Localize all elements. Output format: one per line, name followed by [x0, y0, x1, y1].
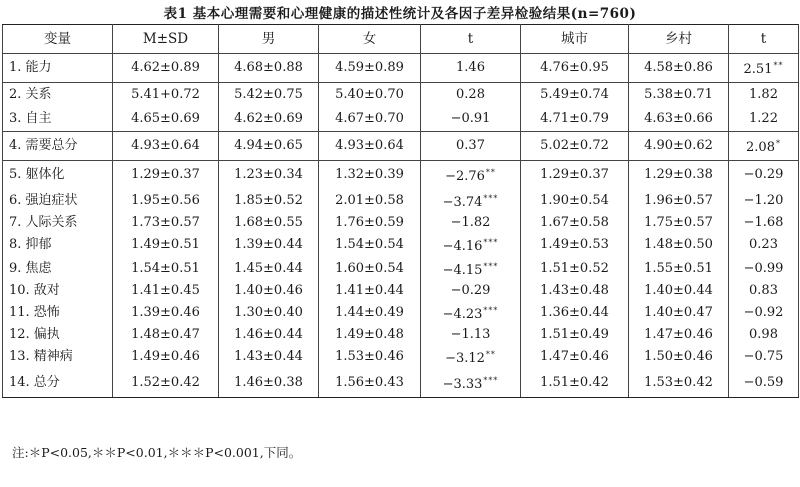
female-cell-value: 5.40±0.70: [335, 87, 404, 102]
t-gender-cell: [421, 107, 521, 132]
rural-cell-value: 4.63±0.66: [644, 111, 713, 126]
variable-cell: [3, 233, 113, 257]
female-cell: [319, 213, 421, 233]
variable-cell-value: 8. 抑郁: [9, 237, 52, 252]
table-row: [3, 83, 799, 108]
t-region-cell-value: −0.75: [743, 349, 784, 364]
t-region-cell: [729, 189, 799, 213]
t-region-cell: [729, 132, 799, 161]
variable-cell: [3, 213, 113, 233]
t-gender-cell: [421, 189, 521, 213]
rural-cell-value: 1.40±0.44: [644, 283, 713, 298]
female-cell: [319, 257, 421, 281]
t-region-cell-value: 1.82: [749, 87, 778, 102]
male-cell: [219, 301, 319, 325]
male-cell: [219, 189, 319, 213]
significance-marker: ***: [483, 238, 499, 247]
table-row: [3, 257, 799, 281]
msd-cell: [113, 325, 219, 345]
significance-marker: ***: [483, 262, 499, 271]
t-region-cell: [729, 213, 799, 233]
table-row: [3, 189, 799, 213]
city-cell: [521, 301, 629, 325]
city-cell: [521, 233, 629, 257]
rural-cell-value: 1.50±0.46: [644, 349, 713, 364]
t-region-cell: [729, 281, 799, 301]
male-cell-value: 4.68±0.88: [234, 60, 303, 75]
msd-cell-value: 1.73±0.57: [131, 215, 200, 230]
msd-cell: [113, 132, 219, 161]
variable-cell-value: 11. 恐怖: [9, 305, 60, 320]
city-cell: [521, 369, 629, 398]
variable-cell-value: 10. 敌对: [9, 283, 60, 298]
variable-cell: [3, 83, 113, 108]
header-msd: M±SD: [113, 25, 219, 54]
variable-cell: [3, 54, 113, 83]
rural-cell: [629, 257, 729, 281]
male-cell-value: 1.39±0.44: [234, 237, 303, 252]
header-t-gender: t: [421, 25, 521, 54]
rural-cell: [629, 369, 729, 398]
city-cell: [521, 54, 629, 83]
male-cell-value: 4.94±0.65: [234, 138, 303, 153]
male-cell-value: 1.68±0.55: [234, 215, 303, 230]
city-cell: [521, 189, 629, 213]
table-row: [3, 301, 799, 325]
t-gender-cell: [421, 213, 521, 233]
t-gender-cell-value: −0.29: [450, 283, 491, 298]
city-cell-value: 1.36±0.44: [540, 305, 609, 320]
t-gender-cell-value: −1.82: [450, 215, 491, 230]
t-region-cell: [729, 325, 799, 345]
rural-cell-value: 1.53±0.42: [644, 375, 713, 390]
female-cell-value: 1.49±0.48: [335, 327, 404, 342]
city-cell: [521, 257, 629, 281]
t-region-cell: [729, 54, 799, 83]
table-row: [3, 161, 799, 190]
header-t-region: t: [729, 25, 799, 54]
t-gender-cell-value: 1.46: [456, 60, 485, 75]
city-cell-value: 1.29±0.37: [540, 167, 609, 182]
msd-cell: [113, 345, 219, 369]
t-gender-cell: [421, 233, 521, 257]
rural-cell-value: 5.38±0.71: [644, 87, 713, 102]
variable-cell: [3, 189, 113, 213]
female-cell-value: 1.32±0.39: [335, 167, 404, 182]
variable-cell-value: 3. 自主: [9, 111, 52, 126]
male-cell: [219, 132, 319, 161]
header-rural: 乡村: [629, 25, 729, 54]
female-cell: [319, 161, 421, 190]
male-cell-value: 1.85±0.52: [234, 193, 303, 208]
female-cell-value: 1.60±0.54: [335, 261, 404, 276]
male-cell-value: 1.45±0.44: [234, 261, 303, 276]
city-cell: [521, 107, 629, 132]
msd-cell-value: 4.65±0.69: [131, 111, 200, 126]
city-cell-value: 1.43±0.48: [540, 283, 609, 298]
male-cell-value: 1.23±0.34: [234, 167, 303, 182]
t-gender-cell-value: −4.16: [442, 239, 483, 254]
msd-cell-value: 1.41±0.45: [131, 283, 200, 298]
msd-cell-value: 1.39±0.46: [131, 305, 200, 320]
t-gender-cell-value: −3.12: [445, 351, 485, 366]
female-cell-value: 1.53±0.46: [335, 349, 404, 364]
city-cell-value: 1.49±0.53: [540, 237, 609, 252]
footnote: 注:＊P<0.05,＊＊P<0.01,＊＊＊P<0.001,下同。: [12, 445, 302, 460]
t-gender-cell-value: −2.76: [445, 169, 485, 184]
rural-cell: [629, 189, 729, 213]
t-region-cell-value: −1.68: [743, 215, 784, 230]
msd-cell: [113, 107, 219, 132]
male-cell: [219, 54, 319, 83]
t-region-cell-value: 0.98: [749, 327, 778, 342]
rural-cell: [629, 233, 729, 257]
msd-cell: [113, 369, 219, 398]
header-male: 男: [219, 25, 319, 54]
table-row: [3, 281, 799, 301]
female-cell-value: 4.59±0.89: [335, 60, 404, 75]
msd-cell: [113, 301, 219, 325]
female-cell: [319, 189, 421, 213]
t-region-cell-value: −0.92: [743, 305, 784, 320]
city-cell-value: 1.67±0.58: [540, 215, 609, 230]
significance-marker: ***: [483, 376, 499, 385]
t-gender-cell-value: −0.91: [450, 111, 491, 126]
rural-cell: [629, 325, 729, 345]
female-cell: [319, 345, 421, 369]
rural-cell-value: 4.90±0.62: [644, 138, 713, 153]
table-row: [3, 325, 799, 345]
table-row: [3, 369, 799, 398]
t-region-cell: [729, 83, 799, 108]
msd-cell-value: 1.54±0.51: [131, 261, 200, 276]
statistics-table: [2, 24, 799, 398]
female-cell: [319, 132, 421, 161]
rural-cell-value: 1.47±0.46: [644, 327, 713, 342]
t-region-cell: [729, 257, 799, 281]
t-region-cell-value: −0.29: [743, 167, 784, 182]
city-cell: [521, 161, 629, 190]
t-gender-cell-value: −1.13: [450, 327, 491, 342]
table-row: [3, 132, 799, 161]
t-gender-cell: [421, 345, 521, 369]
city-cell-value: 5.49±0.74: [540, 87, 609, 102]
rural-cell: [629, 132, 729, 161]
female-cell: [319, 281, 421, 301]
t-region-cell: [729, 233, 799, 257]
msd-cell: [113, 189, 219, 213]
city-cell-value: 1.51±0.49: [540, 327, 609, 342]
variable-cell: [3, 301, 113, 325]
city-cell-value: 1.47±0.46: [540, 349, 609, 364]
t-region-cell-value: −0.99: [743, 261, 784, 276]
rural-cell-value: 4.58±0.86: [644, 60, 713, 75]
male-cell: [219, 325, 319, 345]
rural-cell: [629, 83, 729, 108]
female-cell: [319, 107, 421, 132]
variable-cell-value: 4. 需要总分: [9, 138, 78, 153]
variable-cell: [3, 345, 113, 369]
city-cell-value: 4.71±0.79: [540, 111, 609, 126]
rural-cell-value: 1.75±0.57: [644, 215, 713, 230]
significance-marker: **: [485, 168, 496, 177]
msd-cell-value: 4.93±0.64: [131, 138, 200, 153]
table-row: [3, 345, 799, 369]
city-cell-value: 4.76±0.95: [540, 60, 609, 75]
t-gender-cell: [421, 281, 521, 301]
variable-cell-value: 5. 躯体化: [9, 167, 65, 182]
variable-cell: [3, 107, 113, 132]
t-region-cell-value: 1.22: [749, 111, 778, 126]
msd-cell-value: 1.95±0.56: [131, 193, 200, 208]
t-gender-cell: [421, 132, 521, 161]
female-cell-value: 4.93±0.64: [335, 138, 404, 153]
male-cell: [219, 369, 319, 398]
table-caption: 表1 基本心理需要和心理健康的描述性统计及各因子差异检验结果(n=760): [163, 6, 637, 22]
variable-cell-value: 1. 能力: [9, 60, 52, 75]
city-cell: [521, 345, 629, 369]
header-variable: 变量: [3, 25, 113, 54]
city-cell-value: 1.90±0.54: [540, 193, 609, 208]
t-gender-cell-value: −3.74: [442, 195, 483, 210]
t-gender-cell-value: 0.28: [456, 87, 485, 102]
t-region-cell: [729, 345, 799, 369]
significance-marker: **: [485, 350, 496, 359]
t-gender-cell-value: −4.15: [442, 263, 483, 278]
rural-cell-value: 1.96±0.57: [644, 193, 713, 208]
variable-cell: [3, 161, 113, 190]
t-gender-cell: [421, 161, 521, 190]
female-cell: [319, 325, 421, 345]
male-cell-value: 5.42±0.75: [234, 87, 303, 102]
msd-cell: [113, 257, 219, 281]
msd-cell-value: 1.48±0.47: [131, 327, 200, 342]
variable-cell-value: 14. 总分: [9, 375, 60, 390]
msd-cell-value: 1.49±0.46: [131, 349, 200, 364]
t-region-cell: [729, 107, 799, 132]
table-row: [3, 233, 799, 257]
city-cell: [521, 325, 629, 345]
rural-cell: [629, 213, 729, 233]
city-cell-value: 1.51±0.42: [540, 375, 609, 390]
rural-cell-value: 1.40±0.47: [644, 305, 713, 320]
rural-cell: [629, 345, 729, 369]
city-cell-value: 1.51±0.52: [540, 261, 609, 276]
significance-marker: ***: [483, 194, 499, 203]
male-cell: [219, 83, 319, 108]
city-cell: [521, 132, 629, 161]
variable-cell-value: 9. 焦虑: [9, 261, 52, 276]
rural-cell: [629, 107, 729, 132]
city-cell: [521, 281, 629, 301]
t-gender-cell: [421, 257, 521, 281]
female-cell: [319, 83, 421, 108]
t-region-cell: [729, 301, 799, 325]
male-cell-value: 1.43±0.44: [234, 349, 303, 364]
male-cell-value: 1.46±0.44: [234, 327, 303, 342]
male-cell: [219, 233, 319, 257]
variable-cell: [3, 132, 113, 161]
city-cell-value: 5.02±0.72: [540, 138, 609, 153]
male-cell-value: 1.40±0.46: [234, 283, 303, 298]
msd-cell: [113, 54, 219, 83]
variable-cell: [3, 281, 113, 301]
variable-cell: [3, 325, 113, 345]
t-region-cell-value: 0.23: [749, 237, 778, 252]
rural-cell-value: 1.48±0.50: [644, 237, 713, 252]
rural-cell: [629, 54, 729, 83]
female-cell: [319, 369, 421, 398]
rural-cell: [629, 301, 729, 325]
city-cell: [521, 213, 629, 233]
t-gender-cell-value: −3.33: [442, 377, 483, 392]
t-gender-cell: [421, 301, 521, 325]
female-cell: [319, 301, 421, 325]
t-gender-cell-value: 0.37: [456, 138, 485, 153]
variable-cell: [3, 369, 113, 398]
male-cell-value: 1.46±0.38: [234, 375, 303, 390]
t-gender-cell: [421, 83, 521, 108]
variable-cell-value: 2. 关系: [9, 87, 52, 102]
header-row: [3, 25, 799, 54]
variable-cell-value: 12. 偏执: [9, 327, 60, 342]
msd-cell-value: 1.29±0.37: [131, 167, 200, 182]
msd-cell: [113, 161, 219, 190]
msd-cell: [113, 281, 219, 301]
female-cell-value: 1.44±0.49: [335, 305, 404, 320]
t-region-cell-value: 0.83: [749, 283, 778, 298]
header-city: 城市: [521, 25, 629, 54]
t-gender-cell: [421, 325, 521, 345]
msd-cell: [113, 213, 219, 233]
table-row: [3, 213, 799, 233]
table-row: [3, 107, 799, 132]
variable-cell-value: 6. 强迫症状: [9, 193, 78, 208]
rural-cell-value: 1.29±0.38: [644, 167, 713, 182]
t-region-cell: [729, 369, 799, 398]
female-cell: [319, 233, 421, 257]
t-gender-cell: [421, 369, 521, 398]
female-cell-value: 1.76±0.59: [335, 215, 404, 230]
t-region-cell-value: 2.08: [746, 140, 775, 155]
female-cell-value: 1.54±0.54: [335, 237, 404, 252]
male-cell: [219, 107, 319, 132]
variable-cell: [3, 257, 113, 281]
significance-marker: *: [775, 139, 781, 148]
female-cell: [319, 54, 421, 83]
header-female: 女: [319, 25, 421, 54]
rural-cell-value: 1.55±0.51: [644, 261, 713, 276]
female-cell-value: 2.01±0.58: [335, 193, 404, 208]
significance-marker: **: [773, 61, 784, 70]
female-cell-value: 1.56±0.43: [335, 375, 404, 390]
male-cell: [219, 345, 319, 369]
msd-cell-value: 1.52±0.42: [131, 375, 200, 390]
significance-marker: ***: [483, 306, 499, 315]
table-row: [3, 54, 799, 83]
msd-cell-value: 4.62±0.89: [131, 60, 200, 75]
t-region-cell-value: 2.51: [743, 62, 773, 77]
t-gender-cell: [421, 54, 521, 83]
t-gender-cell-value: −4.23: [442, 307, 483, 322]
table-body: [3, 54, 799, 398]
t-region-cell: [729, 161, 799, 190]
male-cell: [219, 257, 319, 281]
rural-cell: [629, 161, 729, 190]
msd-cell: [113, 233, 219, 257]
msd-cell-value: 5.41+0.72: [131, 87, 200, 102]
female-cell-value: 4.67±0.70: [335, 111, 404, 126]
rural-cell: [629, 281, 729, 301]
female-cell-value: 1.41±0.44: [335, 283, 404, 298]
t-region-cell-value: −0.59: [743, 375, 784, 390]
t-region-cell-value: −1.20: [743, 193, 784, 208]
msd-cell-value: 1.49±0.51: [131, 237, 200, 252]
variable-cell-value: 13. 精神病: [9, 349, 73, 364]
variable-cell-value: 7. 人际关系: [9, 215, 78, 230]
male-cell-value: 1.30±0.40: [234, 305, 303, 320]
city-cell: [521, 83, 629, 108]
msd-cell: [113, 83, 219, 108]
male-cell-value: 4.62±0.69: [234, 111, 303, 126]
male-cell: [219, 213, 319, 233]
male-cell: [219, 281, 319, 301]
male-cell: [219, 161, 319, 190]
